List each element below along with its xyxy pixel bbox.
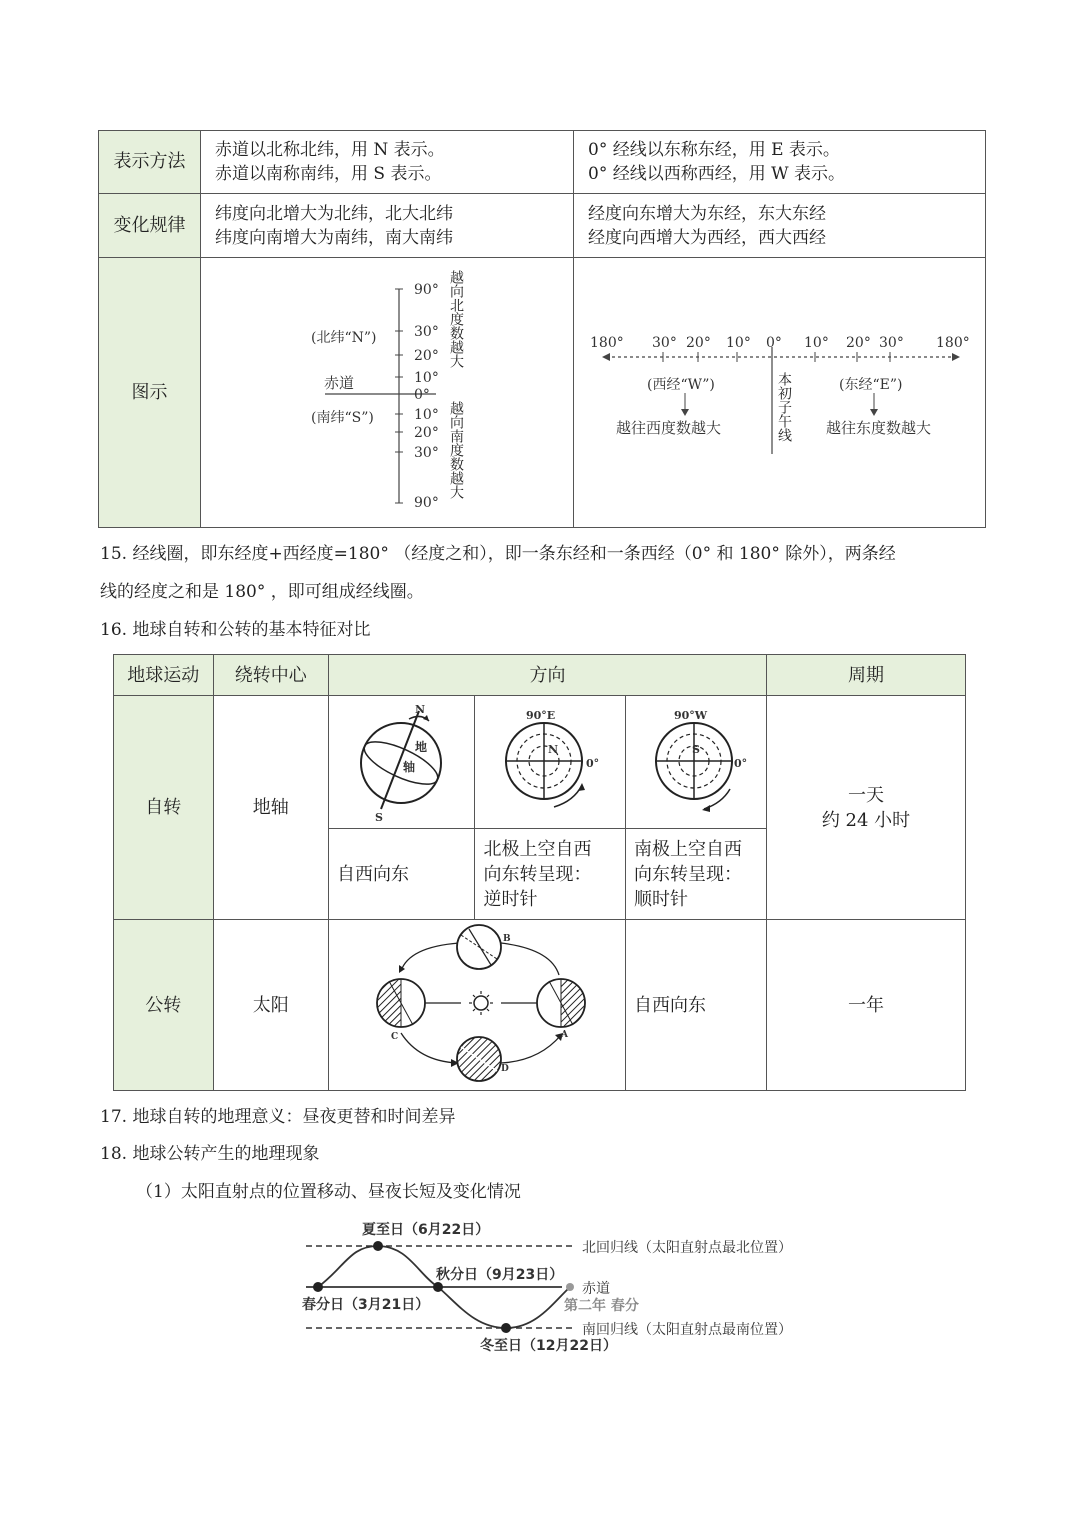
revolution-center: 太阳 [213, 920, 328, 1091]
header-motion: 地球运动 [114, 655, 214, 696]
item-15-line1: 15. 经线圈，即东经度+西经度=180° （经度之和），即一条东经和一条西经（0° 和 180° 除外），两条经 [100, 544, 896, 564]
north-dir-line1: 北极上空自西 [483, 838, 592, 860]
lon-representation-cell [574, 131, 986, 194]
revolution-direction: 自西向东 [625, 920, 766, 1091]
rotation-globe-cell [328, 696, 474, 829]
autumn-equinox-label: 秋分日（9月23日） [436, 1267, 564, 1283]
rotation-direction-general: 自西向东 [328, 829, 474, 920]
south-view-right-label: 0° [733, 757, 748, 770]
lat-tick-s10: 10° [414, 406, 439, 423]
lat-rep-line1: 赤道以北称北纬，用 N 表示。 [215, 140, 445, 160]
north-increase-note: 越向北度数越大 [448, 270, 464, 368]
globe-axis-label-2: 轴 [403, 760, 416, 774]
rotation-label: 自转 [114, 696, 214, 920]
header-direction: 方向 [328, 655, 766, 696]
rotation-center: 地轴 [213, 696, 328, 920]
lon-pat-line1: 经度向东增大为东经，东大东经 [588, 203, 826, 224]
item-18-1-heading: （1）太阳直射点的位置移动、昼夜长短及变化情况 [136, 1182, 521, 1202]
summer-solstice-label: 夏至日（6月22日） [362, 1222, 490, 1238]
lon-rep-line2: 0° 经线以西称西经，用 W 表示。 [588, 164, 845, 184]
globe-axis-label-1: 地 [415, 740, 428, 754]
header-period: 周期 [766, 655, 965, 696]
item-17-heading: 17. 地球自转的地理意义：昼夜更替和时间差异 [100, 1107, 456, 1127]
lat-pattern-cell [201, 194, 574, 258]
lat-pat-line1: 纬度向北增大为北纬，北大北纬 [215, 203, 453, 224]
lon-rep-line1: 0° 经线以东称东经，用 E 表示。 [588, 140, 840, 160]
north-dir-line3: 逆时针 [483, 888, 538, 910]
lon-tick-0: 0° [766, 334, 782, 351]
south-dir-line3: 顺时针 [633, 888, 688, 910]
row-label-representation: 表示方法 [99, 131, 201, 194]
revolution-label: 公转 [114, 920, 214, 1091]
lon-tick-e20: 20° [846, 334, 871, 351]
north-pole-view-icon [476, 697, 625, 827]
revolution-period: 一年 [766, 920, 965, 1091]
equator-label: 赤道 [324, 373, 355, 392]
equator-line-label: 赤道 [582, 1281, 610, 1297]
west-increase-note: 越往西度数越大 [616, 418, 722, 437]
south-pole-view-cell [625, 696, 766, 829]
lat-tick-n90: 90° [414, 281, 439, 298]
rotation-period-line1: 一天 [847, 784, 884, 806]
winter-solstice-label: 冬至日（12月22日） [480, 1338, 617, 1354]
west-longitude-label: (西经“W”) [647, 376, 715, 393]
tropic-cancer-label: 北回归线（太阳直射点最北位置） [582, 1240, 792, 1256]
north-dir-line2: 向东转呈现： [483, 863, 592, 885]
subsolar-point-diagram [290, 1212, 830, 1362]
south-dir-line1: 南极上空自西 [633, 838, 742, 860]
lon-tick-w30: 30° [652, 334, 677, 351]
north-latitude-label: (北纬“N”) [311, 329, 377, 346]
lat-tick-s90: 90° [414, 494, 439, 511]
row-label-pattern: 变化规律 [99, 194, 201, 258]
rotating-globe-icon [329, 697, 474, 827]
lat-tick-s30: 30° [414, 444, 439, 461]
north-view-right-label: 0° [585, 757, 599, 770]
lon-tick-w20: 20° [686, 334, 711, 351]
latitude-diagram-cell [201, 258, 574, 528]
lat-tick-0: 0° [414, 386, 430, 403]
north-pole-view-cell [475, 696, 626, 829]
next-spring-label: 第二年 春分 [564, 1298, 639, 1314]
east-increase-note: 越往东度数越大 [826, 418, 932, 437]
orbit-c-label: C [390, 1032, 399, 1042]
tropic-capricorn-label: 南回归线（太阳直射点最南位置） [582, 1322, 792, 1338]
earth-motion-table [113, 654, 966, 1091]
rotation-direction-south [625, 829, 766, 920]
lat-pat-line2: 纬度向南增大为南纬，南大南纬 [215, 227, 453, 248]
lat-tick-s20: 20° [414, 424, 439, 441]
lat-tick-n30: 30° [414, 323, 439, 340]
orbit-diagram [329, 921, 625, 1089]
orbit-a-label: A [560, 1030, 568, 1040]
item-15-line2: 线的经度之和是 180° ，即可组成经线圈。 [100, 582, 424, 602]
lon-tick-w180: 180° [590, 334, 624, 351]
latitude-longitude-table [98, 130, 986, 528]
prime-meridian-note: 本初子午线 [776, 372, 792, 442]
lat-tick-n20: 20° [414, 347, 439, 364]
lon-tick-w10: 10° [726, 334, 751, 351]
east-longitude-label: (东经“E”) [839, 376, 903, 393]
header-center: 绕转中心 [213, 655, 328, 696]
lat-tick-n10: 10° [414, 369, 439, 386]
south-increase-note: 越向南度数越大 [448, 401, 464, 499]
item-18-heading: 18. 地球公转产生的地理现象 [100, 1144, 320, 1164]
spring-equinox-label: 春分日（3月21日） [302, 1297, 430, 1313]
north-view-center-label: N [547, 743, 558, 756]
lat-rep-line2: 赤道以南称南纬，用 S 表示。 [215, 164, 442, 184]
lon-tick-e30: 30° [879, 334, 904, 351]
rotation-direction-north [475, 829, 626, 920]
globe-s-label: S [375, 811, 384, 824]
south-latitude-label: (南纬“S”) [311, 409, 374, 426]
lat-representation-cell [201, 131, 574, 194]
south-view-top-label: 90°W [673, 709, 708, 722]
lon-tick-e10: 10° [804, 334, 829, 351]
rotation-period-cell [766, 696, 965, 920]
globe-n-label: N [415, 703, 426, 716]
lon-tick-e180: 180° [936, 334, 970, 351]
south-pole-view-icon [626, 697, 766, 827]
south-dir-line2: 向东转呈现： [633, 863, 742, 885]
row-label-diagram: 图示 [99, 258, 201, 528]
north-view-top-label: 90°E [525, 709, 555, 722]
rotation-period-line2: 约 24 小时 [821, 809, 911, 831]
orbit-b-label: B [502, 934, 511, 944]
lon-pat-line2: 经度向西增大为西经，西大西经 [588, 227, 826, 248]
lon-pattern-cell [574, 194, 986, 258]
longitude-diagram-cell [574, 258, 986, 528]
orbit-d-label: D [500, 1064, 509, 1074]
latitude-diagram [201, 259, 573, 527]
item-16-heading: 16. 地球自转和公转的基本特征对比 [100, 620, 371, 640]
revolution-orbit-cell [328, 920, 625, 1091]
south-view-center-label: S [691, 743, 700, 756]
